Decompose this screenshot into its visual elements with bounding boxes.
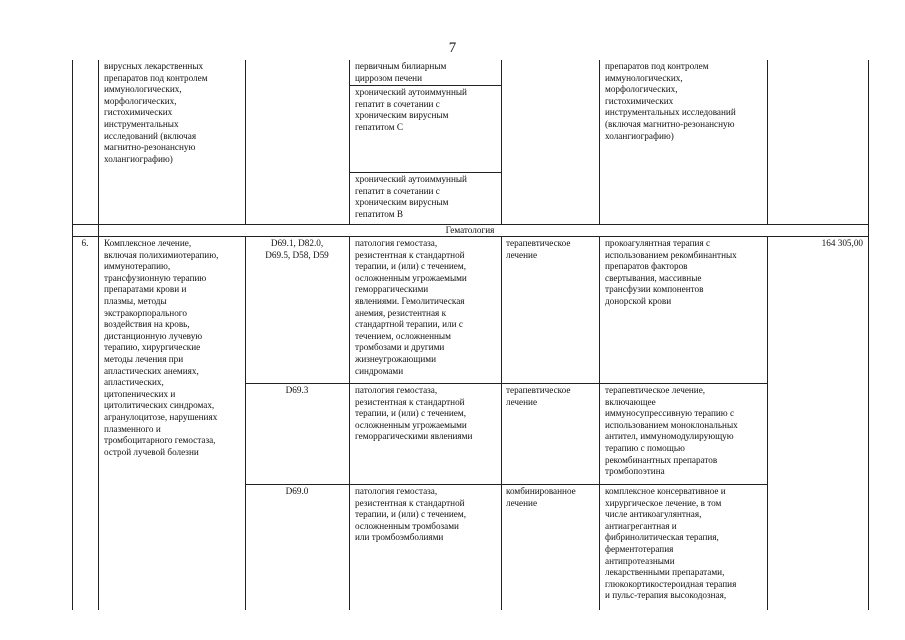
row-price: 164 305,00 — [821, 238, 863, 248]
section-title: Гематология — [445, 225, 495, 235]
section-bottom-line — [72, 236, 868, 237]
continued-condition-b: хронический аутоиммунный гепатит в сочетании с хроническим вирусным гепатитом С — [355, 87, 467, 132]
row-divider-a — [349, 85, 501, 86]
subrow-divider-2 — [245, 484, 767, 485]
subrow-1-method: прокоагулянтная терапия с использованием рекомбинантных препаратов факторов свертывания, массивные трансфузии компонентов донорской крови — [605, 238, 737, 306]
row-description: Комплексное лечение, включая полихимиотерапию, иммунотерапию, трансфузионную терапию препаратами крови и плазмы, методы экстракорпорального воздействия на кровь, дистанционную лучевую терапию, хирургические методы лечения при апластических анемиях, апластических, цитопенических и цитолитических синдромах, агранулоцитозе, нарушениях плазменного и тромбоцитарного гемостаза, острой лучевой болезни — [104, 238, 219, 457]
col-divider-6b — [767, 236, 768, 610]
continued-method-text: вирусных лекарственных препаратов под контролем иммунологических, морфологических, гистохимических инструментальных исследований (включая магнитно-резонансную холангиографию) — [104, 61, 208, 164]
page-number: 7 — [448, 40, 457, 56]
table-border-right — [868, 60, 869, 610]
col-divider-5 — [599, 60, 600, 224]
subrow-3-condition: патология гемостаза, резистентная к стандартной терапии, и (или) с течением, осложненным тромбозами или тромбоэмболиями — [355, 486, 466, 543]
table-border-left — [72, 60, 73, 610]
col-divider-2b — [245, 236, 246, 610]
col-divider-5b — [599, 236, 600, 610]
subrow-2-treatment-type: терапевтическое лечение — [506, 385, 571, 407]
col-divider-6 — [767, 60, 768, 224]
subrow-divider-1 — [245, 383, 767, 384]
col-divider-4 — [501, 60, 502, 224]
col-divider-1 — [98, 60, 99, 610]
subrow-3-codes: D69.0 — [285, 486, 309, 496]
col-divider-4b — [501, 236, 502, 610]
col-divider-2 — [245, 60, 246, 224]
continued-condition-a: первичным билиарным циррозом печени — [355, 61, 447, 83]
continued-condition-c: хронический аутоиммунный гепатит в сочетании с хроническим вирусным гепатитом B — [355, 174, 467, 219]
subrow-3-treatment-type: комбинированное лечение — [506, 486, 576, 508]
subrow-2-method: терапевтическое лечение, включающее иммуносупрессивную терапию с использованием моноклональных антител, иммуномодулирующую терапию с помощью рекомбинантных препаратов тромбопоэтина — [605, 385, 738, 477]
subrow-2-condition: патология гемостаза, резистентная к стандартной терапии, и (или) с течением, осложненным угрожаемыми геморрагическими явлениями — [355, 385, 473, 442]
subrow-3-method: комплексное консервативное и хирургическое лечение, в том числе антикоагулянтная, антиагрегантная и фибринолитическая терапия, ферментотерапия антипротеазными лекарственными препаратами, глюкокортикостероидная терапия и пульс-терапия высокодозная, — [605, 486, 737, 601]
continued-treatment-method: препаратов под контролем иммунологических, морфологических, гистохимических инструментальных исследований (включая магнитно-резонансную холангиографию) — [605, 61, 736, 141]
col-divider-3b — [349, 236, 350, 610]
subrow-1-codes: D69.1, D82.0, D69.5, D58, D59 — [265, 238, 329, 260]
subrow-1-condition: патология гемостаза, резистентная к стандартной терапии, и (или) с течением, осложненным угрожаемыми геморрагическими явлениями. Гемолитическая анемия, резистентная к стандартной терапии, или с течением, осложненным тромбозами и другими жизнеугрожающими синдромами — [355, 238, 467, 376]
subrow-2-codes: D69.3 — [285, 385, 309, 395]
subrow-1-treatment-type: терапевтическое лечение — [506, 238, 571, 260]
row-number: 6. — [81, 238, 89, 248]
row-divider-b — [349, 172, 501, 173]
